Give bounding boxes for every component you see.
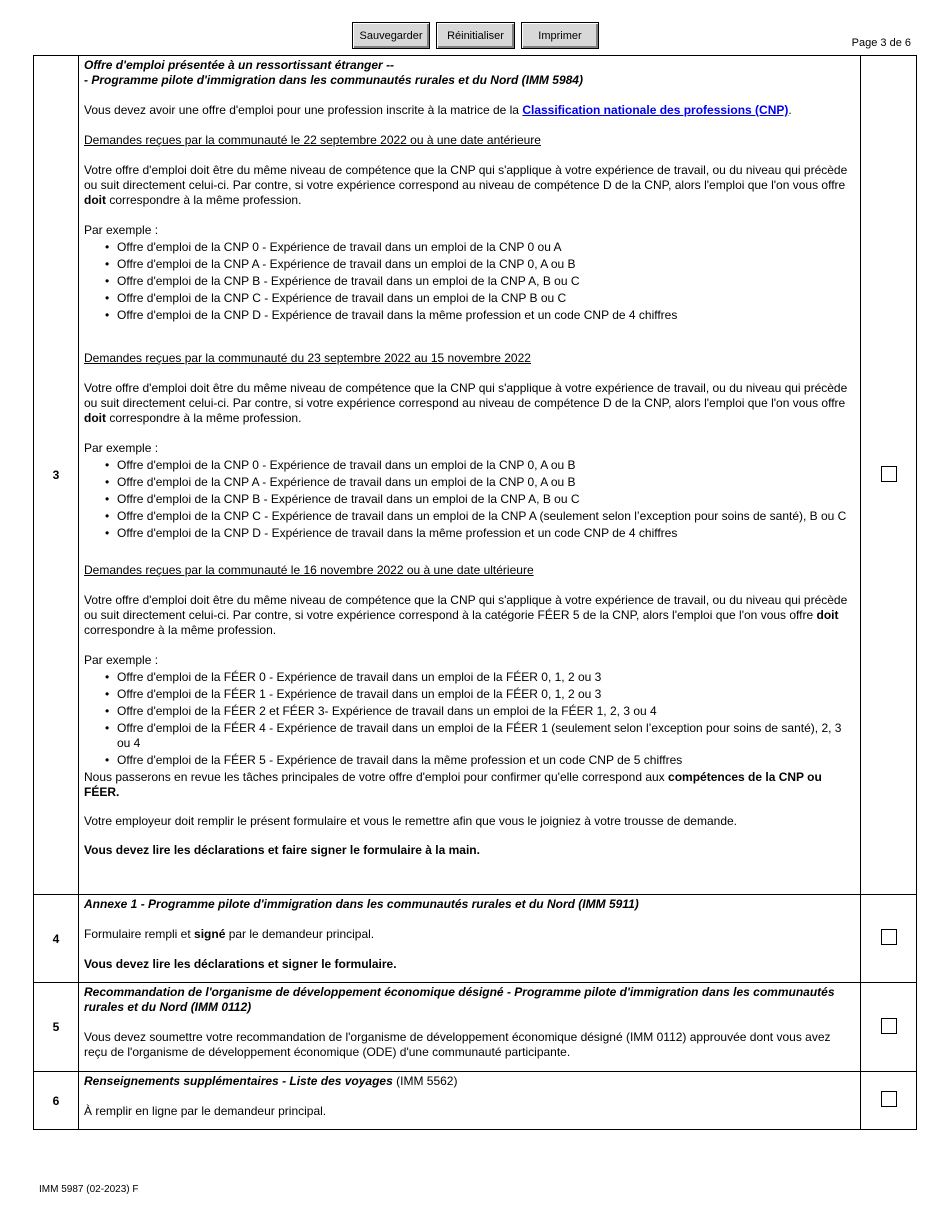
para-text: correspondre à la même profession. xyxy=(106,411,302,425)
text-suffix: par le demandeur principal. xyxy=(225,927,375,941)
list-item: • Offre d'emploi de la CNP A - Expérience de travail dans un emploi de la CNP 0, A ou B xyxy=(117,475,852,490)
checklist-row-6 xyxy=(34,1072,917,1130)
para-bold: doit xyxy=(816,608,839,622)
section-paragraph xyxy=(84,381,852,426)
list-item: • Offre d'emploi de la CNP B - Expérience de travail dans un emploi de la CNP A, B ou C xyxy=(117,492,852,507)
section-heading: Demandes reçues par la communauté le 16 novembre 2022 ou à une date ultérieure xyxy=(84,563,534,577)
form-code-footer: IMM 5987 (02-2023) F xyxy=(39,1184,139,1195)
row-title: Recommandation de l'organisme de développement économique désigné - Programme pilote d'immigration dans les communautés rurales et du Nord (IMM 0112) xyxy=(84,985,835,1014)
list-item: • Offre d'emploi de la FÉER 4 - Expérience de travail dans un emploi de la FÉER 1 (seulement selon l’exception pour soins de santé), 2, 3 ou 4 xyxy=(117,721,852,751)
para-bold: doit xyxy=(84,411,106,425)
list-item: • Offre d'emploi de la CNP C - Expérience de travail dans un emploi de la CNP B ou C xyxy=(117,291,852,306)
employer-text: Votre employeur doit remplir le présent formulaire et vous le remettre afin que vous le joigniez à votre trousse de demande. xyxy=(84,814,738,828)
example-list xyxy=(84,458,852,541)
cnp-link[interactable]: Classification nationale des professions (CNP) xyxy=(522,103,789,117)
list-item: • Offre d'emploi de la CNP B - Expérience de travail dans un emploi de la CNP A, B ou C xyxy=(117,274,852,289)
review-bold: compétences de la CNP ou FÉER. xyxy=(84,770,822,799)
list-item: • Offre d'emploi de la FÉER 5 - Expérience de travail dans la même profession et un code CNP de 5 chiffres xyxy=(117,753,852,768)
row-number: 5 xyxy=(34,983,79,1072)
reset-button[interactable]: Réinitialiser xyxy=(436,22,515,49)
checkbox-cell xyxy=(861,895,917,983)
list-item: • Offre d'emploi de la CNP 0 - Expérience de travail dans un emploi de la CNP 0, A ou B xyxy=(117,458,852,473)
list-item: • Offre d'emploi de la CNP A - Expérience de travail dans un emploi de la CNP 0, A ou B xyxy=(117,257,852,272)
para-text: Votre offre d'emploi doit être du même niveau de compétence que la CNP qui s'applique à votre expérience de travail, ou du niveau qui précède ou suit directement celui-ci. Par contre, si votre expérience correspond au niveau de compétence D de la CNP, alors l'emploi que l'on vous offre xyxy=(84,381,848,410)
para-text: Votre offre d'emploi doit être du même niveau de compétence que la CNP qui s'applique à votre expérience de travail, ou du niveau qui précède ou suit directement celui-ci. Par contre, si votre expérience correspond à la catégorie FÉER 5 de la CNP, alors l'emploi que l'on vous offre xyxy=(84,593,848,622)
save-button[interactable]: Sauvegarder xyxy=(352,22,430,49)
row-content xyxy=(79,1072,861,1130)
review-text xyxy=(84,770,852,800)
example-label: Par exemple : xyxy=(84,653,159,667)
example-list xyxy=(84,240,852,323)
list-item: • Offre d'emploi de la CNP 0 - Expérience de travail dans un emploi de la CNP 0 ou A xyxy=(117,240,852,255)
checkbox-cell xyxy=(861,1072,917,1130)
row-number: 4 xyxy=(34,895,79,983)
intro-prefix: Vous devez avoir une offre d'emploi pour une profession inscrite à la matrice de la xyxy=(84,103,523,117)
section-heading: Demandes reçues par la communauté le 22 septembre 2022 ou à une date antérieure xyxy=(84,133,541,147)
page-number: Page 3 de 6 xyxy=(851,37,911,49)
checklist-row-3 xyxy=(34,56,917,895)
section-paragraph xyxy=(84,163,852,208)
example-label: Par exemple : xyxy=(84,223,159,237)
list-item: • Offre d'emploi de la CNP D - Expérience de travail dans la même profession et un code CNP de 4 chiffres xyxy=(117,526,852,541)
text-bold: signé xyxy=(194,927,226,941)
example-list xyxy=(84,670,852,768)
intro-text xyxy=(84,103,852,118)
row-number: 6 xyxy=(34,1072,79,1130)
row-title xyxy=(84,1074,852,1089)
row-content xyxy=(79,56,861,895)
list-item: • Offre d'emploi de la FÉER 2 et FÉER 3- Expérience de travail dans un emploi de la FÉER 1, 2, 3 ou 4 xyxy=(117,704,852,719)
row-text: Vous devez soumettre votre recommandation de l'organisme de développement économique désigné (IMM 0112) approuvée dont vous avez reçu de l'organisme de développement économique (ODE) d'une communauté participante. xyxy=(84,1030,831,1059)
title-code: (IMM 5562) xyxy=(392,1074,458,1088)
row-content xyxy=(79,983,861,1072)
list-item: • Offre d'emploi de la FÉER 1 - Expérience de travail dans un emploi de la FÉER 0, 1, 2 ou 3 xyxy=(117,687,852,702)
intro-suffix: . xyxy=(788,103,792,117)
completion-checkbox[interactable] xyxy=(881,1018,897,1034)
para-text: Votre offre d'emploi doit être du même niveau de compétence que la CNP qui s'applique à votre expérience de travail, ou du niveau qui précède ou suit directement celui-ci. Par contre, si votre expérience correspond au niveau de compétence D de la CNP, alors l'emploi que l'on vous offre xyxy=(84,163,848,192)
para-text: correspondre à la même profession. xyxy=(84,623,277,637)
final-instruction: Vous devez lire les déclarations et signer le formulaire. xyxy=(84,957,397,971)
final-instruction: Vous devez lire les déclarations et faire signer le formulaire à la main. xyxy=(84,843,480,857)
row-subtitle: - Programme pilote d'immigration dans les communautés rurales et du Nord (IMM 5984) xyxy=(84,73,583,87)
checklist-table xyxy=(33,55,917,1130)
completion-checkbox[interactable] xyxy=(881,929,897,945)
row-text: À remplir en ligne par le demandeur principal. xyxy=(84,1104,327,1118)
row-number: 3 xyxy=(34,56,79,895)
text-prefix: Formulaire rempli et xyxy=(84,927,195,941)
row-content xyxy=(79,895,861,983)
section-heading: Demandes reçues par la communauté du 23 septembre 2022 au 15 novembre 2022 xyxy=(84,351,531,365)
completion-checkbox[interactable] xyxy=(881,466,897,482)
checklist-row-5 xyxy=(34,983,917,1072)
section-paragraph xyxy=(84,593,852,638)
print-button[interactable]: Imprimer xyxy=(521,22,599,49)
row-text xyxy=(84,927,852,942)
form-toolbar xyxy=(352,22,599,49)
list-item: • Offre d'emploi de la CNP D - Expérience de travail dans la même profession et un code CNP de 4 chiffres xyxy=(117,308,852,323)
checklist-row-4 xyxy=(34,895,917,983)
example-label: Par exemple : xyxy=(84,441,159,455)
title-text: Renseignements supplémentaires - Liste des voyages xyxy=(84,1074,393,1088)
checkbox-cell xyxy=(861,56,917,895)
row-title: Annexe 1 - Programme pilote d'immigration dans les communautés rurales et du Nord (IMM 5911) xyxy=(84,897,639,911)
checkbox-cell xyxy=(861,983,917,1072)
completion-checkbox[interactable] xyxy=(881,1091,897,1107)
list-item: • Offre d'emploi de la FÉER 0 - Expérience de travail dans un emploi de la FÉER 0, 1, 2 ou 3 xyxy=(117,670,852,685)
row-title: Offre d'emploi présentée à un ressortissant étranger -- xyxy=(84,58,395,72)
para-bold: doit xyxy=(84,193,106,207)
para-text: correspondre à la même profession. xyxy=(106,193,302,207)
list-item: • Offre d'emploi de la CNP C - Expérience de travail dans un emploi de la CNP A (seulement selon l’exception pour soins de santé), B ou C xyxy=(117,509,852,524)
review-prefix: Nous passerons en revue les tâches principales de votre offre d'emploi pour confirmer qu'elle correspond aux xyxy=(84,770,669,784)
